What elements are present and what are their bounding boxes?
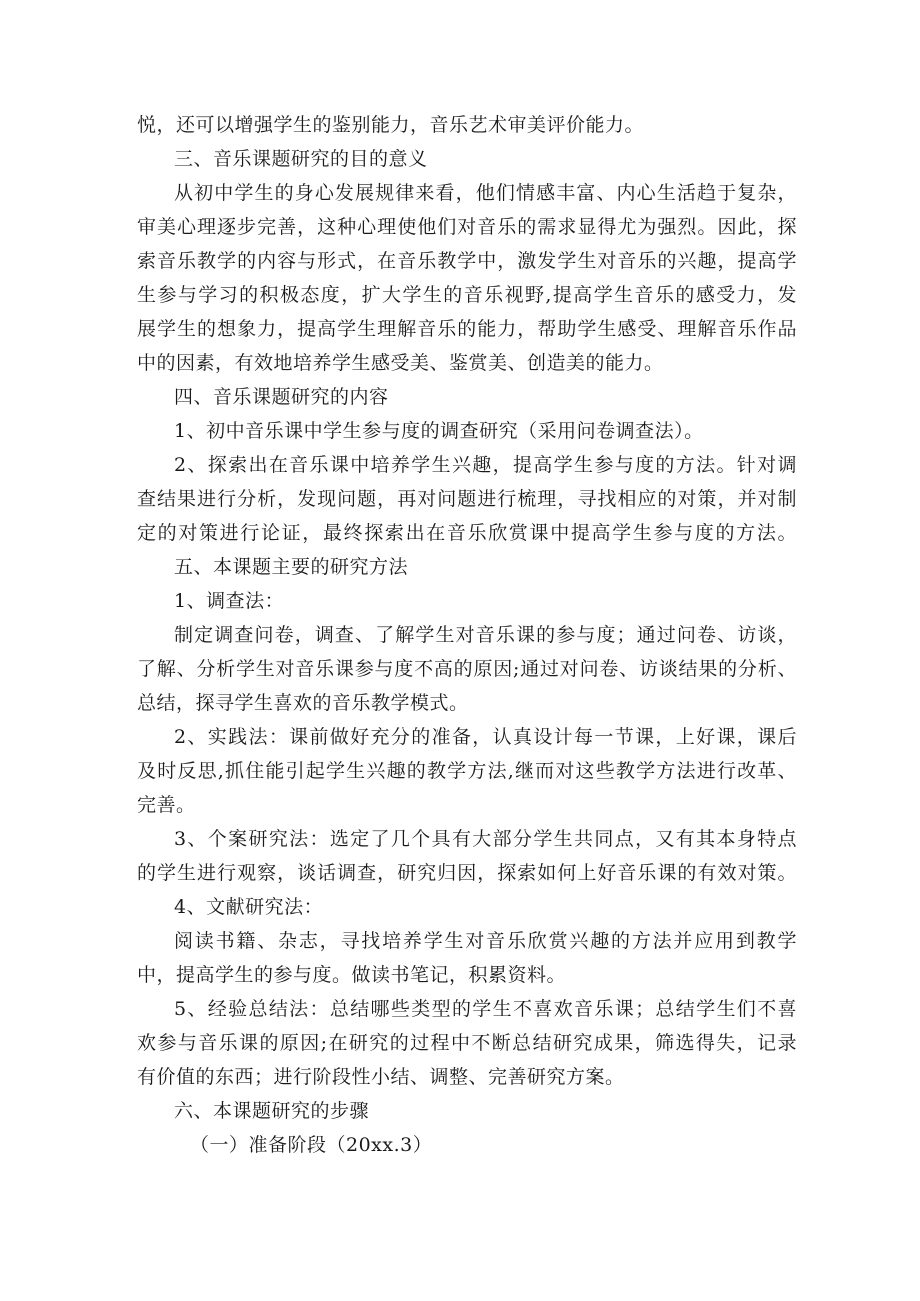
text-line: 1、调查法：: [174, 590, 285, 612]
text-line: 4、文献研究法：: [174, 896, 324, 918]
text-line: 5、经验总结法：总结哪些类型的学生不喜欢音乐课；总结学生们不喜: [174, 998, 797, 1020]
text-line: 中，提高学生的参与度。做读书笔记，积累资料。: [137, 964, 567, 986]
text-line: 总结，探寻学生喜欢的音乐教学模式。: [137, 692, 469, 714]
subsection-heading: （一）准备阶段（20xx.3）: [190, 1134, 433, 1156]
text-line: 及时反思,抓住能引起学生兴趣的教学方法,继而对这些教学方法进行改革、: [137, 760, 797, 782]
text-line: 阅读书籍、杂志，寻找培养学生对音乐欣赏兴趣的方法并应用到教学: [174, 930, 797, 952]
text-line: 2、探索出在音乐课中培养学生兴趣，提高学生参与度的方法。针对调: [174, 454, 797, 476]
text-line: 展学生的想象力，提高学生理解音乐的能力，帮助学生感受、理解音乐作品: [137, 318, 797, 340]
text-line: 中的因素，有效地培养学生感受美、鉴赏美、创造美的能力。: [137, 352, 664, 374]
text-line: 生参与学习的积极态度，扩大学生的音乐视野,提高学生音乐的感受力，发: [137, 284, 797, 306]
section-heading: 三、音乐课题研究的目的意义: [174, 148, 428, 170]
text-line: 完善。: [137, 794, 196, 816]
text-line: 了解、分析学生对音乐课参与度不高的原因;通过对问卷、访谈结果的分析、: [137, 658, 797, 680]
text-line: 有价值的东西；进行阶段性小结、调整、完善研究方案。: [137, 1066, 625, 1088]
text-line: 的学生进行观察，谈话调查，研究归因，探索如何上好音乐课的有效对策。: [137, 862, 797, 884]
text-line: 审美心理逐步完善，这种心理使他们对音乐的需求显得尤为强烈。因此，探: [137, 216, 797, 238]
text-line: 从初中学生的身心发展规律来看，他们情感丰富、内心生活趋于复杂，: [174, 182, 797, 204]
text-line: 制定调查问卷，调查、了解学生对音乐课的参与度；通过问卷、访谈，: [174, 624, 797, 646]
text-line: 3、个案研究法：选定了几个具有大部分学生共同点，又有其本身特点: [174, 828, 797, 850]
text-line: 查结果进行分析，发现问题，再对问题进行梳理，寻找相应的对策，并对制: [137, 488, 797, 510]
text-line: 悦，还可以增强学生的鉴别能力，音乐艺术审美评价能力。: [137, 114, 645, 136]
text-line: 索音乐教学的内容与形式，在音乐教学中，激发学生对音乐的兴趣，提高学: [137, 250, 797, 272]
text-line: 2、实践法：课前做好充分的准备，认真设计每一节课，上好课，课后: [174, 726, 797, 748]
text-line: 欢参与音乐课的原因;在研究的过程中不断总结研究成果，筛选得失，记录: [137, 1032, 797, 1054]
text-line: 定的对策进行论证，最终探索出在音乐欣赏课中提高学生参与度的方法。: [137, 522, 797, 544]
section-heading: 四、音乐课题研究的内容: [174, 386, 389, 408]
text-line: 1、初中音乐课中学生参与度的调查研究（采用问卷调查法）。: [174, 420, 704, 442]
section-heading: 五、本课题主要的研究方法: [174, 556, 409, 578]
section-heading: 六、本课题研究的步骤: [174, 1100, 370, 1122]
